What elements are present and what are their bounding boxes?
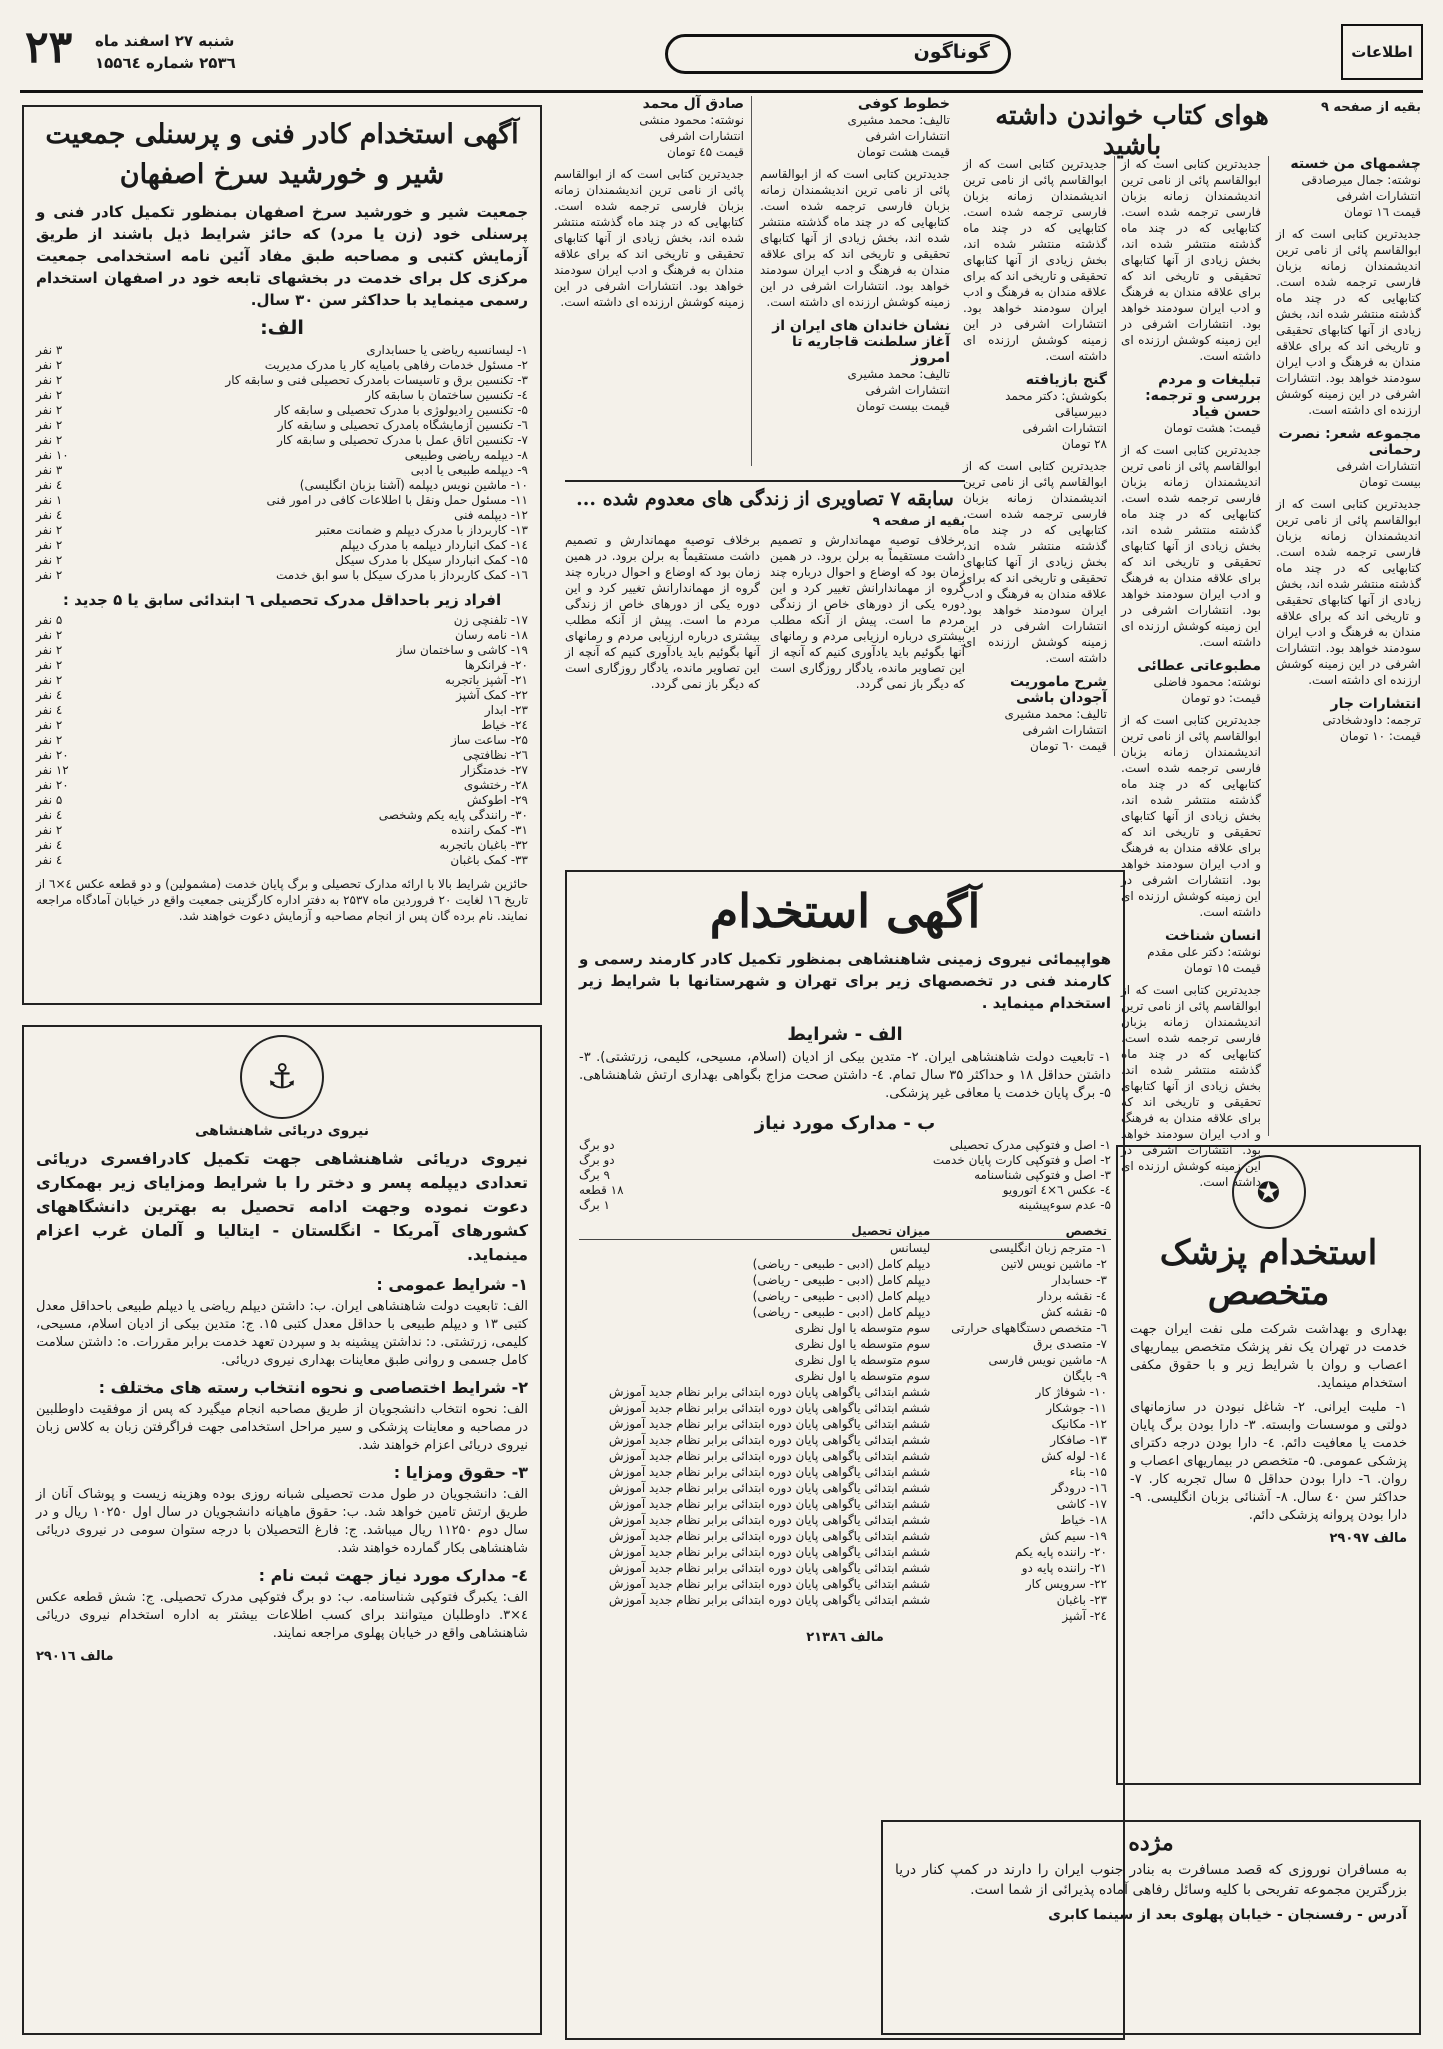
item-title: ۲۷- خدمتگزار <box>460 763 528 777</box>
books-text: جدیدترین کتابی است که از ابوالقاسم پائی از نامی ترین اندیشمندان زمانه بزبان فارسی ترجمه شده است. کتابهایی که در چند ماه گذشته منتشر شده اند، بخش زیادی از آنها کتابهای تحقیقی و تاریخی اند که برای علاقه مندان به فرهنگ و ادب ایران سودمند خواهد بود. انتشارات اشرفی در این زمینه کوشش ارزنده ای داشته است. <box>1276 227 1421 417</box>
books-article-cont <box>550 96 950 476</box>
books-headline: هوای کتاب خواندن داشته باشید <box>995 101 1269 161</box>
item-title: ۱٤- کمک انباردار دیپلمه با مدرک دیپلم <box>340 538 528 552</box>
list-item <box>579 1198 1111 1213</box>
navy-s2-title: ۲- شرایط اختصاصی و نحوه انتخاب رسته های مختلف : <box>98 1378 528 1397</box>
redlion-headline: آگهی استخدام کادر فنی و پرسنلی جمعیت شیر و خورشید سرخ اصفهان <box>45 119 519 190</box>
books-col-4 <box>760 96 950 420</box>
masthead <box>25 22 1423 84</box>
books-col-2 <box>1121 156 1261 1190</box>
table-row <box>579 1352 1111 1368</box>
list-item <box>36 793 528 808</box>
books-col-3 <box>963 156 1107 760</box>
redlion-list-b <box>36 613 528 868</box>
book-entry: خطوط کوفی تالیف: محمد مشیری انتشارات اشرفی قیمت هشت تومان <box>847 96 950 159</box>
list-item <box>36 658 528 673</box>
article-rule <box>565 480 965 482</box>
navy-s3-body: الف: دانشجویان در طول مدت تحصیلی شبانه روزی بوده وهزینه زیست و پوشاک آنان از طریق ارتش تامین خواهد شد. ب: حقوق ماهیانه دانشجویان در سال اول ۱۰۲۵۰ ریال و در سال دوم ۱۱۲۵۰ ریال میباشد. ج: فارغ التحصیلان با درجه ستوان سومی در نیروی دریائی شاهنشاهی بکار گمارده خواهند شد. <box>36 1487 528 1556</box>
table-row <box>579 1240 1111 1257</box>
airforce-conditions: ۱- تابعیت دولت شاهنشاهی ایران. ۲- متدین بیکی از ادیان (اسلام، مسیحی، کلیمی، زرتشتی). ۳- داشتن حداقل ۱۸ و حداکثر ۳۵ سال تمام. ٤- داشتن صحت مزاج بگواهی بهداری ارتش شاهنشاهی. ۵- برگ پایان خدمت یا معافی غیر پزشکی. <box>579 1050 1111 1101</box>
table-row <box>579 1288 1111 1304</box>
list-item <box>36 388 528 403</box>
books-text: جدیدترین کتابی است که از ابوالقاسم پائی از نامی ترین اندیشمندان زمانه بزبان فارسی ترجمه شده است. کتابهایی که در چند ماه گذشته منتشر شده اند، بخش زیادی از آنها کتابهای تحقیقی و تاریخی اند که برای علاقه مندان به فرهنگ و ادب ایران سودمند خواهد بود. انتشارات اشرفی در این زمینه کوشش ارزنده ای داشته است. <box>1121 983 1261 1189</box>
item-title: ۱٦- کمک کاربرداز با مدرک سیکل با سو ابق خدمت <box>275 568 528 582</box>
book-entry: چشمهای من خسته نوشته: جمال میرصادقی انتشارات اشرفی قیمت ۱٦ تومان <box>1290 156 1421 219</box>
notice-body: به مسافران نوروزی که قصد مسافرت به بنادر جنوب ایران را دارند در کمپ کنار دریا بزرگترین مجموعه تفریحی با کلیه وسائل رفاهی آماده پذیرائی از شما است. <box>895 1862 1407 1898</box>
books-col-1 <box>1276 156 1421 750</box>
item-count: ۳ نفر <box>36 463 63 477</box>
item-count: ۱۲ نفر <box>36 763 69 777</box>
education-cell: ششم ابتدائی یاگواهی پایان دوره ابتدائی برابر نظام جدید آموزش <box>608 1593 931 1607</box>
books-text: جدیدترین کتابی است که از ابوالقاسم پائی از نامی ترین اندیشمندان زمانه بزبان فارسی ترجمه شده است. کتابهایی که در چند ماه گذشته منتشر شده اند، بخش زیادی از آنها کتابهای تحقیقی و تاریخی اند که برای علاقه مندان به فرهنگ و ادب ایران سودمند خواهد بود. انتشارات اشرفی در این زمینه کوشش ارزنده ای داشته است. <box>760 167 950 309</box>
item-title: ۱۱- مسئول حمل ونقل با اطلاعات کافی در امور فنی <box>266 493 528 507</box>
notice-headline: مژده <box>1128 1830 1174 1856</box>
list-item <box>36 688 528 703</box>
table-row <box>579 1592 1111 1608</box>
education-cell: ششم ابتدائی یاگواهی پایان دوره ابتدائی برابر نظام جدید آموزش <box>608 1545 931 1559</box>
item-title: ۲۲- کمک آشپز <box>456 688 528 702</box>
item-title: ۳- تکنسین برق و تاسیسات بامدرک تحصیلی فنی و سابقه کار <box>225 373 528 387</box>
section-label <box>665 34 1011 74</box>
page-number: ۲۳ <box>25 22 73 73</box>
specialty-cell: ۲۱- راننده پایه دو <box>1021 1561 1107 1575</box>
list-item <box>36 373 528 388</box>
list-item <box>36 673 528 688</box>
item-count: ٤ نفر <box>36 838 63 852</box>
airforce-docs-list <box>579 1138 1111 1213</box>
education-cell: دیپلم کامل (ادبی - طبیعی - ریاضی) <box>752 1257 931 1271</box>
navy-emblem-caption: نیروی دریائی شاهنشاهی <box>195 1123 369 1139</box>
item-title: ۱۹- کاشی و ساختمان ساز <box>396 643 528 657</box>
specialty-cell: ۱۹- سیم کش <box>1039 1529 1107 1543</box>
specialty-cell: ۲۲- سرویس کار <box>1025 1577 1107 1591</box>
airforce-docs-title: ب - مدارک مورد نیاز <box>754 1113 936 1134</box>
item-title: ۲- اصل و فتوکپی کارت پایان خدمت <box>932 1153 1111 1167</box>
list-item <box>36 433 528 448</box>
list-item <box>36 553 528 568</box>
item-count: ۱ برگ <box>579 1198 610 1212</box>
item-count: ۲ نفر <box>36 643 63 657</box>
item-count: ٤ نفر <box>36 853 63 867</box>
item-title: ۱۷- تلفنچی زن <box>453 613 528 627</box>
specialty-cell: ٦- متخصص دستگاههای حرارتی <box>951 1321 1107 1335</box>
anchor-emblem-icon: ⚓ <box>240 1035 324 1119</box>
item-title: ۱۵- کمک انباردار سیکل با مدرک سیکل <box>335 553 528 567</box>
item-count: ۵ نفر <box>36 793 63 807</box>
item-count: ۲ نفر <box>36 658 63 672</box>
item-title: ۷- تکنسین اتاق عمل با مدرک تحصیلی و سابقه کار <box>277 433 528 447</box>
education-cell: سوم متوسطه یا اول نظری <box>794 1321 931 1335</box>
list-item <box>36 418 528 433</box>
education-cell: ششم ابتدائی یاگواهی پایان دوره ابتدائی برابر نظام جدید آموزش <box>608 1433 931 1447</box>
redlion-section-b: افراد زیر باحداقل مدرک تحصیلی ٦ ابتدائی سابق یا ۵ جدید : <box>62 591 502 609</box>
redlion-footer: حائزین شرایط بالا با ارائه مدارک تحصیلی و برگ پایان خدمت (مشمولین) و دو قطعه عکس ٤×٦ از تاریخ ۱٦ لغایت ۲۰ فروردین ماه ۲۵۳۷ به دفتر اداره کارگزینی جمعیت واقع در خیابان آمادگاه مراجعه نمایند. نام برده گان پس از انجام مصاحبه و آزمایش دعوت خواهند شد. <box>36 877 528 923</box>
books-text: جدیدترین کتابی است که از ابوالقاسم پائی از نامی ترین اندیشمندان زمانه بزبان فارسی ترجمه شده است. کتابهایی که در چند ماه گذشته منتشر شده اند، بخش زیادی از آنها کتابهای تحقیقی و تاریخی اند که برای علاقه مندان به فرهنگ و ادب ایران سودمند خواهد بود. انتشارات اشرفی در این زمینه کوشش ارزنده ای داشته است. <box>963 157 1107 363</box>
photos-article <box>565 480 965 860</box>
education-cell: ششم ابتدائی یاگواهی پایان دوره ابتدائی برابر نظام جدید آموزش <box>608 1449 931 1463</box>
item-title: ۲۳- ابدار <box>484 703 528 717</box>
item-title: ۱۲- دیپلمه فنی <box>454 508 528 522</box>
table-row <box>579 1416 1111 1432</box>
specialty-cell: ۱۰- شوفاژ کار <box>1035 1385 1107 1399</box>
list-item <box>36 853 528 868</box>
photos-text: برخلاف توصیه مهماندارش و تصمیم داشت مستقیماً به برلن برود. در همین زمان بود که اوضاع و احوال درباره چند گروه از مهماندارانش تغییر کرد و این دوره یکی از دورهای خاص از زندگی مردم ما است. پیش از آنکه مطلب بیشتری درباره ارزیابی مردم و رمانهای آنها بگوئیم باید یادآوری کنیم که آنچه از این تصاویر مانده، یادگار روزگاری است که دیگر باز نمی گردد. <box>565 533 760 691</box>
table-row <box>579 1480 1111 1496</box>
navy-s2-body: الف: نحوه انتخاب دانشجویان از طریق مصاحبه انجام میگیرد که پس از موفقیت داوطلبین در مصاحبه و معاینات پزشکی و سیر مراحل استخدامی جهت فراگرفتن زبان به کلاس زبان نیروی دریائی اعزام خواهند شد. <box>36 1402 528 1453</box>
item-count: ٤ نفر <box>36 478 63 492</box>
education-cell: ششم ابتدائی یاگواهی پایان دوره ابتدائی برابر نظام جدید آموزش <box>608 1561 931 1575</box>
education-cell: سوم متوسطه یا اول نظری <box>794 1337 931 1351</box>
item-count: ۲۰ نفر <box>36 748 69 762</box>
specialty-cell: ۱۱- جوشکار <box>1046 1401 1107 1415</box>
education-cell: ششم ابتدائی یاگواهی پایان دوره ابتدائی برابر نظام جدید آموزش <box>608 1513 931 1527</box>
list-item <box>36 838 528 853</box>
books-text: جدیدترین کتابی است که از ابوالقاسم پائی از نامی ترین اندیشمندان زمانه بزبان فارسی ترجمه شده است. کتابهایی که در چند ماه گذشته منتشر شده اند، بخش زیادی از آنها کتابهای تحقیقی و تاریخی اند که برای علاقه مندان به فرهنگ و ادب ایران سودمند خواهد بود. انتشارات اشرفی در این زمینه کوشش ارزنده ای داشته است. <box>1276 497 1421 687</box>
list-item <box>36 643 528 658</box>
book-entry: گنج بازیافته بکوشش: دکتر محمد دبیرسیاقی انتشارات اشرفی ۲۸ تومان <box>1005 372 1107 451</box>
list-item <box>36 463 528 478</box>
item-count: ۱ نفر <box>36 493 63 507</box>
table-row <box>579 1336 1111 1352</box>
item-title: ٤- عکس ٦×٤ اتورویو <box>1002 1183 1111 1197</box>
photos-headline: سابقه ۷ تصاویری از زندگی های معدوم شده ... <box>576 488 954 510</box>
books-continued: بقیه از صفحه ۹ <box>1320 100 1421 115</box>
issue-date: شنبه ۲۷ اسفند ماه <box>95 32 235 50</box>
airforce-headline: آگهی استخدام <box>709 884 981 938</box>
table-row <box>579 1464 1111 1480</box>
item-count: ۵ نفر <box>36 613 63 627</box>
item-count: ۲ نفر <box>36 433 63 447</box>
company-emblem-icon: ✪ <box>1232 1155 1306 1229</box>
item-count: دو برگ <box>579 1153 615 1167</box>
table-row <box>579 1368 1111 1384</box>
list-item <box>36 493 528 508</box>
specialty-cell: ۲- ماشین نویس لاتین <box>1000 1257 1107 1271</box>
table-row <box>579 1320 1111 1336</box>
list-item <box>36 628 528 643</box>
item-count: ۲ نفر <box>36 358 63 372</box>
item-count: ۲ نفر <box>36 628 63 642</box>
item-count: ٤ نفر <box>36 688 63 702</box>
specialty-cell: ۲۰- راننده پایه یکم <box>1014 1545 1107 1559</box>
col-education: میزان تحصیل <box>579 1223 934 1240</box>
redlion-section-a: الف: <box>260 317 304 339</box>
list-item <box>36 733 528 748</box>
item-count: ۱۰ نفر <box>36 448 69 462</box>
specialty-cell: ۲۳- باغبان <box>1056 1593 1107 1607</box>
book-entry: انسان شناخت نوشته: دکتر علی مقدم قیمت ۱۵ تومان <box>1147 928 1261 975</box>
navy-intro: نیروی دریائی شاهنشاهی جهت تکمیل کادرافسری دریائی تعدادی دیپلمه پسر و دختر را با شرایط ومزایای زیر بهمکاری دعوت نموده وجهت ادامه تحصیل به بهترین دانشگاههای کشورهای آمریکا - انگلستان - ایتالیا و آلمان غرب اعزام مینماید. <box>36 1149 528 1264</box>
navy-employment-ad <box>22 1025 542 2035</box>
notice-ad <box>881 1820 1421 2035</box>
doctor-ref: مالف ۲۹۰۹۷ <box>1329 1531 1407 1546</box>
redlion-intro: جمعیت شیر و خورشید سرخ اصفهان بمنظور تکمیل کادر فنی و پرسنلی خود (زن یا مرد) که حائز شرایط ذیل باشند از طریق آزمایش کتبی و مصاحبه طبق مفاد آئین نامه استخدامی جمعیت مرکزی کل برای خدمت در بخشهای تابعه خود در اصفهان استخدام رسمی مینماید با حداکثر سن ۳۰ سال. <box>36 203 528 309</box>
item-title: ٤- تکنسین ساختمان با سابقه کار <box>365 388 528 402</box>
airforce-intro: هواپیمائی نیروی زمینی شاهنشاهی بمنظور تکمیل کادر کارمند رسمی و کارمند فنی در تخصصهای زیر برای تهران و شهرستانها با شرایط زیر استخدام مینماید . <box>579 950 1111 1012</box>
books-text: جدیدترین کتابی است که از ابوالقاسم پائی از نامی ترین اندیشمندان زمانه بزبان فارسی ترجمه شده است. کتابهایی که در چند ماه گذشته منتشر شده اند، بخش زیادی از آنها کتابهای تحقیقی و تاریخی اند که برای علاقه مندان به فرهنگ و ادب ایران سودمند خواهد بود. انتشارات اشرفی در این زمینه کوشش ارزنده ای داشته است. <box>963 459 1107 665</box>
specialty-cell: ۷- متصدی برق <box>1033 1337 1107 1351</box>
item-title: ۲۸- رختشوی <box>463 778 528 792</box>
item-title: ۱- لیسانسیه ریاضی یا حسابداری <box>366 343 528 357</box>
item-title: ۱- اصل و فتوکپی مدرک تحصیلی <box>949 1138 1111 1152</box>
item-count: ۲ نفر <box>36 568 63 582</box>
doctor-headline: استخدام پزشک <box>1159 1233 1378 1273</box>
list-item <box>36 343 528 358</box>
item-title: ۸- دیپلمه ریاضی وطبیعی <box>404 448 528 462</box>
education-cell: ششم ابتدائی یاگواهی پایان دوره ابتدائی برابر نظام جدید آموزش <box>608 1497 931 1511</box>
photos-text: برخلاف توصیه مهماندارش و تصمیم داشت مستقیماً به برلن برود. در همین زمان بود که اوضاع و احوال درباره چند گروه از مهماندارانش تغییر کرد و این دوره یکی از دورهای خاص از زندگی مردم ما است. پیش از آنکه مطلب بیشتری درباره ارزیابی مردم و رمانهای آنها بگوئیم باید یادآوری کنیم که آنچه از این تصاویر مانده، یادگار روزگاری است که دیگر باز نمی گردد. <box>770 533 965 691</box>
photos-continued: بقیه از صفحه ۹ <box>872 514 965 528</box>
item-count: ٤ نفر <box>36 808 63 822</box>
list-item <box>36 523 528 538</box>
education-cell: لیسانس <box>890 1241 931 1255</box>
item-count: ۲ نفر <box>36 733 63 747</box>
item-count: ۲ نفر <box>36 718 63 732</box>
specialty-cell: ۱۳- صافکار <box>1050 1433 1107 1447</box>
list-item <box>579 1138 1111 1153</box>
item-count: ۲ نفر <box>36 538 63 552</box>
item-count: ۲ نفر <box>36 673 63 687</box>
item-title: ۲٦- نظافتچی <box>463 748 528 762</box>
redlion-employment-ad <box>22 105 542 1005</box>
book-entry: نشان خاندان های ایران از آغاز سلطنت قاجاریه تا امروز تالیف: محمد مشیری انتشارات اشرفی قیمت بیست تومان <box>772 318 950 413</box>
book-entry: شرح ماموریت آجودان باشی تالیف: محمد مشیری انتشارات اشرفی قیمت ٦۰ تومان <box>1004 674 1107 753</box>
education-cell: سوم متوسطه یا اول نظری <box>794 1369 931 1383</box>
doctor-intro: بهداری و بهداشت شرکت ملی نفت ایران جهت خدمت در تهران یک نفر پزشک متخصص بیماریهای اعصاب و روان با شرایط زیر و با حقوق مکفی استخدام مینماید. <box>1130 1322 1407 1391</box>
education-cell <box>579 1608 934 1624</box>
table-row <box>579 1384 1111 1400</box>
column-divider <box>1268 156 1269 1136</box>
book-entry: تبلیغات و مردم بررسی و ترجمه: حسن فیاد قیمت: هشت تومان <box>1145 372 1261 435</box>
table-row <box>579 1432 1111 1448</box>
item-count: دو برگ <box>579 1138 615 1152</box>
education-cell: ششم ابتدائی یاگواهی پایان دوره ابتدائی برابر نظام جدید آموزش <box>608 1417 931 1431</box>
item-title: ۳۱- کمک راننده <box>451 823 528 837</box>
table-row <box>579 1576 1111 1592</box>
issue-number: ۲۵۳٦ شماره ۱۵۵٦٤ <box>95 54 236 72</box>
item-title: ۳- اصل و فتوکپی شناسنامه <box>974 1168 1111 1182</box>
redlion-list-a <box>36 343 528 583</box>
col-specialty: تخصص <box>934 1223 1111 1240</box>
list-item <box>36 538 528 553</box>
list-item <box>36 613 528 628</box>
newspaper-logo: اطلاعات <box>1341 24 1423 80</box>
item-title: ۵- تکنسین رادیولوژی با مدرک تحصیلی و سابقه کار <box>274 403 528 417</box>
list-item <box>36 703 528 718</box>
item-count: ۲ نفر <box>36 388 63 402</box>
specialty-cell: ۱۸- خیاط <box>1060 1513 1107 1527</box>
item-count: ۲ نفر <box>36 823 63 837</box>
table-row <box>579 1304 1111 1320</box>
list-item <box>36 403 528 418</box>
list-item <box>36 748 528 763</box>
item-title: ۱۸- نامه رسان <box>454 628 528 642</box>
item-count: ۲۰ نفر <box>36 778 69 792</box>
education-cell: ششم ابتدائی یاگواهی پایان دوره ابتدائی برابر نظام جدید آموزش <box>608 1529 931 1543</box>
item-title: ۲٤- خیاط <box>481 718 528 732</box>
item-count: ۱۸ قطعه <box>579 1183 624 1197</box>
item-count: ۲ نفر <box>36 373 63 387</box>
airforce-specialty-table <box>579 1223 1111 1624</box>
item-title: ۳۰- رانندگی پایه یکم وشخصی <box>378 808 528 822</box>
books-text: جدیدترین کتابی است که از ابوالقاسم پائی از نامی ترین اندیشمندان زمانه بزبان فارسی ترجمه شده است. کتابهایی که در چند ماه گذشته منتشر شده اند، بخش زیادی از آنها کتابهای تحقیقی و تاریخی اند که برای علاقه مندان به فرهنگ و ادب ایران سودمند خواهد بود. انتشارات اشرفی در این زمینه کوشش ارزنده ای داشته است. <box>554 167 744 309</box>
list-item <box>36 478 528 493</box>
list-item <box>36 718 528 733</box>
list-item <box>36 823 528 838</box>
navy-s1-title: ۱- شرایط عمومی : <box>376 1275 528 1294</box>
books-text: جدیدترین کتابی است که از ابوالقاسم پائی از نامی ترین اندیشمندان زمانه بزبان فارسی ترجمه شده است. کتابهایی که در چند ماه گذشته منتشر شده اند، بخش زیادی از آنها کتابهای تحقیقی و تاریخی اند که برای علاقه مندان به فرهنگ و ادب ایران سودمند خواهد بود. انتشارات اشرفی در این زمینه کوشش ارزنده ای داشته است. <box>1121 157 1261 363</box>
item-title: ۱۳- کاربرداز با مدرک دیپلم و ضمانت معتبر <box>316 523 528 537</box>
doctor-conditions: ۱- ملیت ایرانی. ۲- شاغل نبودن در سازمانهای دولتی و موسسات وابسته. ۳- دارا بودن برگ پایان خدمت یا معافیت دائم. ٤- دارا بودن درجه دکترای پزشکی عمومی. ۵- متخصص در بیماریهای اعصاب و روان. ٦- دارا بودن حداقل ۵ سال تجربه کار. ۷- حداکثر سن ٤۰ سال. ۸- آشنائی بزبان انگلیسی. ۹- دارا بودن پروانه پزشکی دائم. <box>1130 1400 1408 1523</box>
education-cell: ششم ابتدائی یاگواهی پایان دوره ابتدائی برابر نظام جدید آموزش <box>608 1401 931 1415</box>
specialty-cell: ۱٤- لوله کش <box>1041 1449 1107 1463</box>
table-row <box>579 1528 1111 1544</box>
book-entry: مجموعه شعر: نصرت رحمانی انتشارات اشرفی بیست تومان <box>1278 426 1421 489</box>
navy-s1-body: الف: تابعیت دولت شاهنشاهی ایران. ب: داشتن دیپلم ریاضی یا دیپلم طبیعی باحداقل معدل کتبی ۱۳ و دیپلم طبیعی با حداقل معدل کتبی ۱۵. ج: متدین بیکی از ادیان اسلام، مسیحی، کلیمی، زرتشتی. د: نداشتن پیشینه بد و سپردن تعهد خدمت برابر مقررات. ه: داشتن سلامت کامل جسمی و روانی طبق معاینات بهداری نیروی دریائی. <box>36 1299 528 1368</box>
list-item <box>579 1183 1111 1198</box>
navy-s4-body: الف: یکبرگ فتوکپی شناسنامه. ب: دو برگ فتوکپی مدرک تحصیلی. ج: شش قطعه عکس ٤×۳. داوطلبان میتوانند برای کسب اطلاعات بیشتر به اداره استخدام نیروی دریائی شاهنشاهی واقع در خیابان پهلوی مراجعه نمایند. <box>36 1590 528 1641</box>
column-divider <box>751 96 752 466</box>
doctor-employment-ad <box>1116 1145 1421 1785</box>
table-row <box>579 1496 1111 1512</box>
education-cell: ششم ابتدائی یاگواهی پایان دوره ابتدائی برابر نظام جدید آموزش <box>608 1385 931 1399</box>
masthead-rule <box>20 90 1423 93</box>
list-item <box>36 448 528 463</box>
table-row <box>579 1608 1111 1624</box>
table-row <box>579 1512 1111 1528</box>
list-item <box>36 358 528 373</box>
table-row <box>579 1256 1111 1272</box>
specialty-cell: ۵- نقشه کش <box>1041 1305 1107 1319</box>
education-cell: سوم متوسطه یا اول نظری <box>794 1353 931 1367</box>
specialty-cell: ۸- ماشین نویس فارسی <box>988 1353 1107 1367</box>
photos-columns <box>565 532 965 692</box>
item-count: ۲ نفر <box>36 418 63 432</box>
item-title: ۲۱- آشپز باتجربه <box>445 673 528 687</box>
list-item <box>36 568 528 583</box>
item-count: ۳ نفر <box>36 343 63 357</box>
table-header <box>579 1223 1111 1240</box>
education-cell: دیپلم کامل (ادبی - طبیعی - ریاضی) <box>752 1305 931 1319</box>
item-title: ۳۳- کمک باغبان <box>450 853 528 867</box>
list-item <box>36 808 528 823</box>
table-row <box>579 1448 1111 1464</box>
table-row <box>579 1544 1111 1560</box>
book-entry: مطبوعاتی عطائی نوشته: محمود فاضلی قیمت: دو تومان <box>1137 658 1261 705</box>
navy-s3-title: ۳- حقوق ومزایا : <box>393 1463 528 1482</box>
list-item <box>36 763 528 778</box>
specialty-cell: ٤- نقشه بردار <box>1037 1289 1107 1303</box>
list-item <box>36 778 528 793</box>
item-title: ۹- دیپلمه طبیعی یا ادبی <box>410 463 528 477</box>
education-cell: ششم ابتدائی یاگواهی پایان دوره ابتدائی برابر نظام جدید آموزش <box>608 1577 931 1591</box>
specialty-cell: ۱- مترجم زبان انگلیسی <box>989 1241 1107 1255</box>
specialty-cell: ۱٦- درودگر <box>1051 1481 1107 1495</box>
specialty-cell: ۱۵- بناء <box>1069 1465 1107 1479</box>
item-title: ۲۵- ساعت ساز <box>450 733 528 747</box>
specialty-cell: ۱۷- کاشی <box>1056 1497 1107 1511</box>
item-count: ۲ نفر <box>36 553 63 567</box>
item-title: ۲- مسئول خدمات رفاهی بامیایه کار یا مدرک مدیریت <box>264 358 528 372</box>
doctor-headline-2: متخصص <box>1207 1273 1330 1313</box>
item-count: ۲ نفر <box>36 403 63 417</box>
specialty-cell: ۳- حسابدار <box>1051 1273 1107 1287</box>
education-cell: دیپلم کامل (ادبی - طبیعی - ریاضی) <box>752 1273 931 1287</box>
book-entry: انتشارات جار ترجمه: داودشخادتی قیمت: ۱۰ تومان <box>1322 696 1421 743</box>
airforce-ref: مالف ۲۱۳۸٦ <box>806 1630 884 1645</box>
navy-s4-title: ٤- مدارک مورد نیاز جهت ثبت نام : <box>258 1566 528 1585</box>
list-item <box>36 508 528 523</box>
item-title: ۵- عدم سوءپیشینه <box>1018 1198 1111 1212</box>
education-cell: ششم ابتدائی یاگواهی پایان دوره ابتدائی برابر نظام جدید آموزش <box>608 1481 931 1495</box>
table-row <box>579 1400 1111 1416</box>
book-entry: صادق آل محمد نوشته: محمود منشی انتشارات اشرفی قیمت ٤۵ تومان <box>639 96 744 159</box>
notice-address: آدرس - رفسنجان - خیابان پهلوی بعد از سینما کابری <box>1048 1907 1407 1923</box>
airforce-conditions-title: الف - شرایط <box>787 1024 903 1045</box>
specialty-cell: ۲٤- آشپز <box>1062 1609 1107 1623</box>
specialty-cell: ۹- بایگان <box>1062 1369 1107 1383</box>
education-cell: دیپلم کامل (ادبی - طبیعی - ریاضی) <box>752 1289 931 1303</box>
books-text: جدیدترین کتابی است که از ابوالقاسم پائی از نامی ترین اندیشمندان زمانه بزبان فارسی ترجمه شده است. کتابهایی که در چند ماه گذشته منتشر شده اند، بخش زیادی از آنها کتابهای تحقیقی و تاریخی اند که برای علاقه مندان به فرهنگ و ادب ایران سودمند خواهد بود. انتشارات اشرفی در این زمینه کوشش ارزنده ای داشته است. <box>1121 443 1261 649</box>
section-name: گوناگون <box>913 41 990 63</box>
table-row <box>579 1560 1111 1576</box>
item-title: ٦- تکنسین آزمایشگاه بامدرک تحصیلی و سابقه کار <box>277 418 528 432</box>
table-row <box>579 1272 1111 1288</box>
item-count: ٤ نفر <box>36 508 63 522</box>
education-cell: ششم ابتدائی یاگواهی پایان دوره ابتدائی برابر نظام جدید آموزش <box>608 1465 931 1479</box>
specialty-cell: ۱۲- مکانیک <box>1051 1417 1107 1431</box>
list-item <box>579 1153 1111 1168</box>
books-col-5 <box>554 96 744 310</box>
item-title: ۲۹- اطوکش <box>466 793 528 807</box>
item-count: ۹ برگ <box>579 1168 610 1182</box>
books-text: جدیدترین کتابی است که از ابوالقاسم پائی از نامی ترین اندیشمندان زمانه بزبان فارسی ترجمه شده است. کتابهایی که در چند ماه گذشته منتشر شده اند، بخش زیادی از آنها کتابهای تحقیقی و تاریخی اند که برای علاقه مندان به فرهنگ و ادب ایران سودمند خواهد بود. انتشارات اشرفی در این زمینه کوشش ارزنده ای داشته است. <box>1121 713 1261 919</box>
item-title: ۲۰- فرانکرها <box>464 658 528 672</box>
item-title: ۳۲- باغبان باتجربه <box>439 838 528 852</box>
list-item <box>579 1168 1111 1183</box>
column-divider <box>1114 156 1115 756</box>
item-count: ٤ نفر <box>36 703 63 717</box>
item-title: ۱۰- ماشین نویس دیپلمه (آشنا بزبان انگلیسی) <box>299 478 528 492</box>
item-count: ۲ نفر <box>36 523 63 537</box>
navy-ref: مالف ۲۹۰۱٦ <box>36 1649 114 1664</box>
